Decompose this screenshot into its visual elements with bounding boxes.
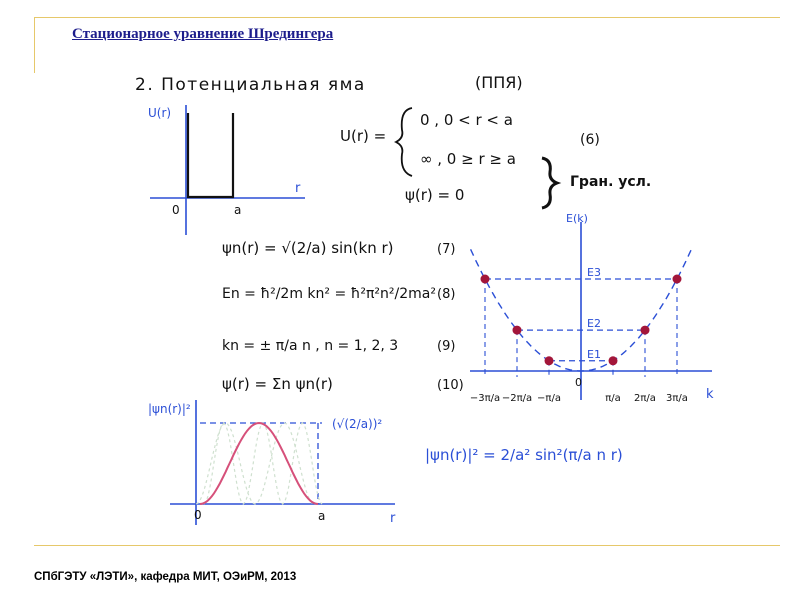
potential-y-label: U(r) bbox=[148, 106, 172, 120]
right-brace bbox=[542, 158, 557, 208]
dispersion-point bbox=[545, 356, 554, 365]
density-x-label: r bbox=[390, 511, 396, 526]
equation-energy: En = ħ²/2m kn² = ħ²π²n²/2ma² bbox=[222, 286, 436, 302]
density-plot bbox=[148, 400, 396, 526]
dispersion-point bbox=[673, 275, 682, 284]
dispersion-k-tick-label: −π/a bbox=[537, 393, 561, 404]
boundary-condition-label: Гран. усл. bbox=[570, 174, 652, 190]
notes-heading-abbr: (ППЯ) bbox=[475, 73, 523, 92]
equation-wavenumber: kn = ± π/a n , n = 1, 2, 3 bbox=[222, 338, 399, 354]
dispersion-x-label: k bbox=[706, 387, 714, 402]
equation-number-10: (10) bbox=[437, 378, 464, 393]
equation-probability-density: |ψn(r)|² = 2/a² sin²(π/a n r) bbox=[425, 446, 623, 464]
potential-case-2: ∞ , 0 ≥ r ≥ a bbox=[420, 150, 516, 168]
notes-heading: 2. Потенциальная яма bbox=[135, 75, 366, 95]
slide-title: Стационарное уравнение Шредингера bbox=[72, 26, 334, 42]
potential-x-label: r bbox=[295, 181, 301, 196]
potential-a-label: a bbox=[234, 203, 242, 217]
potential-plot bbox=[148, 105, 305, 235]
potential-case-1: 0 , 0 < r < a bbox=[420, 111, 513, 129]
dispersion-point bbox=[641, 326, 650, 335]
potential-origin-label: 0 bbox=[172, 203, 180, 217]
dispersion-level-label: E1 bbox=[587, 347, 601, 361]
dispersion-plot bbox=[470, 212, 714, 404]
density-origin-label: 0 bbox=[194, 508, 202, 522]
potential-definition bbox=[340, 108, 651, 208]
dispersion-point bbox=[481, 275, 490, 284]
dispersion-k-tick-label: 3π/a bbox=[666, 393, 688, 404]
dispersion-origin-label: 0 bbox=[575, 376, 582, 389]
dispersion-level-label: E3 bbox=[587, 266, 601, 279]
dispersion-point bbox=[609, 356, 618, 365]
density-curve-faint bbox=[204, 423, 322, 504]
equation-number-9: (9) bbox=[437, 339, 456, 354]
dispersion-k-tick-label: 2π/a bbox=[634, 393, 656, 404]
dispersion-k-tick-label: π/a bbox=[605, 393, 621, 404]
equation-superposition: ψ(r) = Σn ψn(r) bbox=[222, 375, 333, 393]
dispersion-y-label: E(k) bbox=[566, 212, 588, 225]
dispersion-k-tick-label: −3π/a bbox=[469, 393, 501, 404]
dispersion-point bbox=[513, 326, 522, 335]
potential-lhs: U(r) = bbox=[340, 127, 387, 145]
boundary-condition: ψ(r) = 0 bbox=[405, 186, 465, 204]
density-y-label: |ψn(r)|² bbox=[148, 402, 191, 416]
density-peak-label: (√(2/a))² bbox=[332, 417, 383, 431]
density-a-label: a bbox=[318, 509, 326, 523]
dispersion-level-label: E2 bbox=[587, 317, 601, 331]
potential-well-line bbox=[188, 113, 233, 197]
left-brace bbox=[396, 108, 412, 176]
equation-psi-n: ψn(r) = √(2/a) sin(kn r) bbox=[222, 239, 394, 257]
equation-number-8: (8) bbox=[437, 287, 456, 302]
equation-number-7: (7) bbox=[437, 242, 456, 257]
dispersion-k-tick-label: −2π/a bbox=[501, 393, 533, 404]
footer-credits: СПбГЭТУ «ЛЭТИ», кафедра МИТ, ОЭиРМ, 2013 bbox=[34, 571, 297, 583]
equation-number-6: (6) bbox=[580, 132, 600, 148]
